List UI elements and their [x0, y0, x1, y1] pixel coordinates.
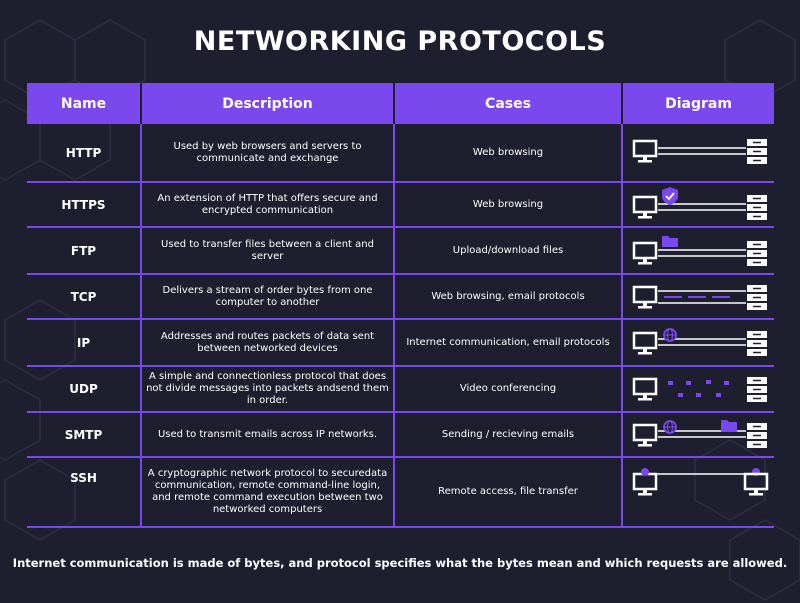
footer-note: Internet communication is made of bytes, and protocol specifies what the bytes mean and which requests are allowed.: [12, 556, 788, 570]
header-name: Name: [27, 83, 141, 124]
udp-diagram-icon: [626, 369, 771, 409]
protocol-cases: Internet communication, email protocols: [394, 319, 622, 366]
protocol-name: FTP: [27, 227, 141, 274]
smtp-diagram-icon: [626, 415, 771, 455]
protocol-description: Used to transfer files between a client and server: [141, 227, 394, 274]
https-diagram-icon: [626, 185, 771, 225]
computer-icon: [634, 474, 656, 496]
shield-icon: [662, 187, 678, 205]
protocol-description: Used by web browsers and servers to communicate and exchange: [141, 124, 394, 182]
computer-icon: [634, 141, 656, 163]
header-diagram: Diagram: [622, 83, 774, 124]
protocol-name: HTTPS: [27, 182, 141, 227]
protocol-diagram: [622, 227, 774, 274]
protocol-description: An extension of HTTP that offers secure and encrypted communication: [141, 182, 394, 227]
protocol-cases: Web browsing: [394, 124, 622, 182]
protocol-description: Addresses and routes packets of data sent between networked devices: [141, 319, 394, 366]
table-row: [27, 182, 774, 227]
header-row: [27, 83, 774, 124]
computer-icon: [745, 474, 767, 496]
protocol-diagram: [622, 457, 774, 527]
protocols-table: [27, 83, 774, 528]
protocol-name: UDP: [27, 366, 141, 412]
protocol-name: IP: [27, 319, 141, 366]
ftp-diagram-icon: [626, 231, 771, 271]
protocol-description: Delivers a stream of order bytes from one computer to another: [141, 274, 394, 319]
protocol-cases: Upload/download files: [394, 227, 622, 274]
header-description: Description: [141, 83, 394, 124]
protocol-name: SMTP: [27, 412, 141, 457]
protocol-cases: Web browsing, email protocols: [394, 274, 622, 319]
protocol-diagram: [622, 274, 774, 319]
protocol-diagram: [622, 319, 774, 366]
globe-icon: [664, 421, 676, 433]
protocol-name: SSH: [27, 457, 141, 527]
folder-icon: [662, 236, 678, 247]
table-row: [27, 124, 774, 182]
table-row: [27, 457, 774, 527]
protocol-cases: Remote access, file transfer: [394, 457, 622, 527]
protocol-cases: Web browsing: [394, 182, 622, 227]
protocol-description: A simple and connectionless protocol that does not divide messages into packets andsend them in order.: [141, 366, 394, 412]
protocol-diagram: [622, 124, 774, 182]
protocols-table-container: [27, 83, 774, 528]
protocol-cases: Video conferencing: [394, 366, 622, 412]
protocol-diagram: [622, 412, 774, 457]
protocol-description: Used to transmit emails across IP networks.: [141, 412, 394, 457]
table-row: [27, 366, 774, 412]
folder-icon: [721, 420, 737, 432]
header-cases: Cases: [394, 83, 622, 124]
page-title: NETWORKING PROTOCOLS: [193, 26, 607, 57]
tcp-diagram-icon: [626, 277, 771, 317]
ssh-diagram-icon: [626, 464, 771, 504]
http-diagram-icon: [626, 133, 771, 173]
table-row: [27, 412, 774, 457]
globe-icon: [664, 329, 676, 341]
protocol-name: HTTP: [27, 124, 141, 182]
protocol-cases: Sending / recieving emails: [394, 412, 622, 457]
protocol-name: TCP: [27, 274, 141, 319]
table-row: [27, 274, 774, 319]
table-row: [27, 227, 774, 274]
protocol-diagram: [622, 182, 774, 227]
server-icon: [747, 139, 767, 164]
protocol-diagram: [622, 366, 774, 412]
ip-diagram-icon: [626, 323, 771, 363]
protocol-description: A cryptographic network protocol to securedata communication, remote command-line login, and remote command execution between two networked computers: [141, 457, 394, 527]
table-row: [27, 319, 774, 366]
